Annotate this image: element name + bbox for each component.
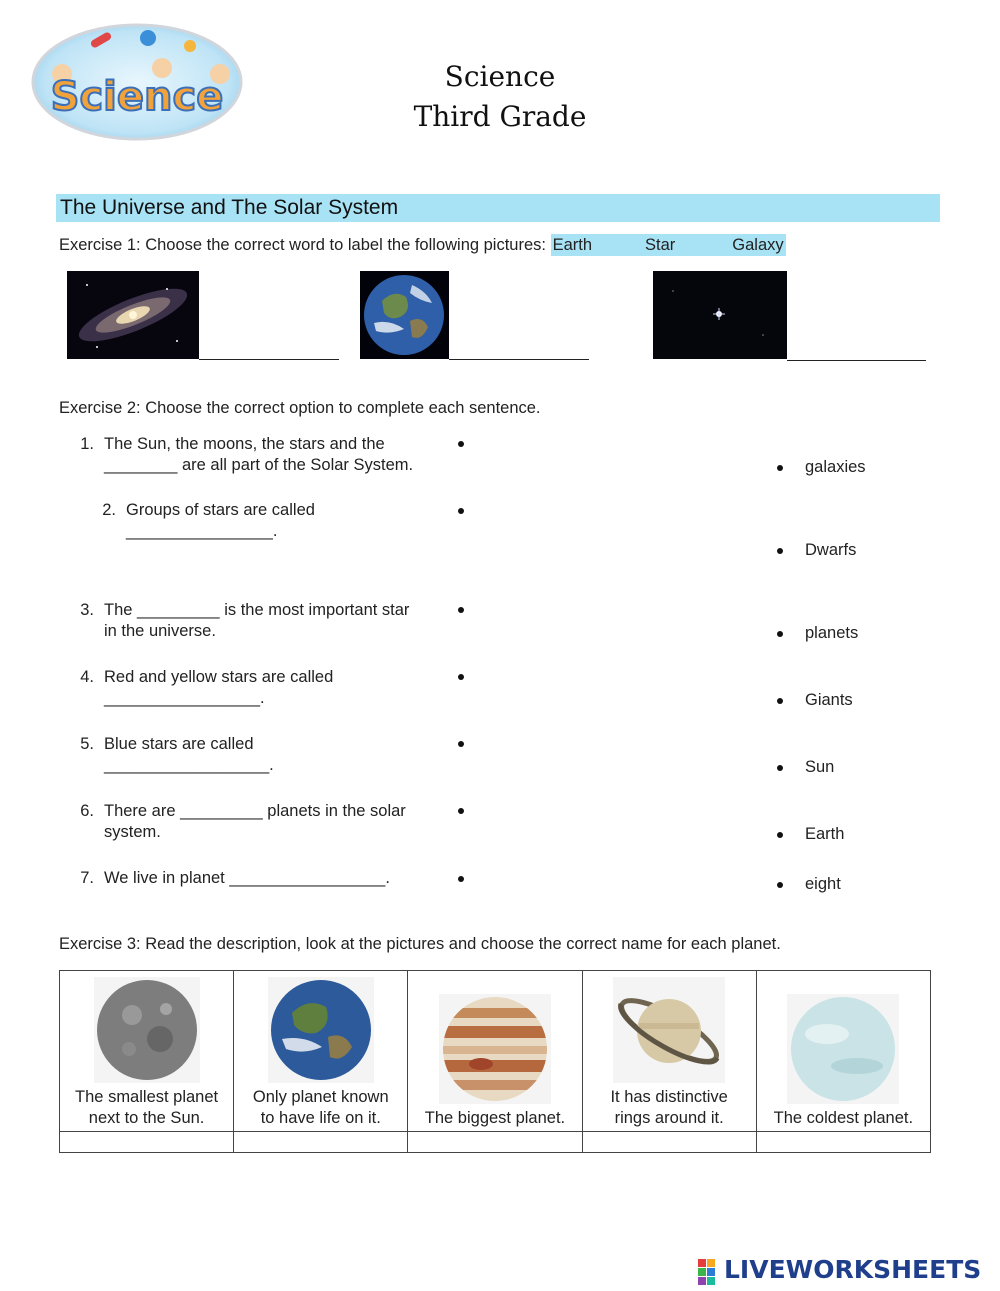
section-banner: The Universe and The Solar System [56,194,940,222]
match-dot-right[interactable] [777,765,783,771]
question-text: The _________ is the most important star [104,601,410,619]
option-item: Sun [805,758,835,776]
question-text: We live in planet _________________. [104,869,390,887]
saturn-image [613,977,725,1083]
match-dot-left[interactable] [458,674,464,680]
match-dot-left[interactable] [458,508,464,514]
earth-image [360,271,449,359]
match-dot-left[interactable] [458,607,464,613]
earth-planet-image [268,977,374,1083]
word-bank-item[interactable]: Earth [552,236,593,254]
word-bank [551,234,786,256]
page-title-science: Science [444,60,556,93]
uranus-image [787,994,899,1104]
answer-cell[interactable] [234,1132,408,1153]
option-item: planets [805,624,859,642]
question-text: There are _________ planets in the solar [104,802,406,820]
galaxy-image [67,271,199,359]
answer-line[interactable] [199,359,339,360]
match-dot-right[interactable] [777,631,783,637]
question-text: __________________. [104,756,274,774]
question-text: system. [104,823,161,841]
match-dot-left[interactable] [458,876,464,882]
question-text: ________ are all part of the Solar System. [104,456,414,474]
match-dot-right[interactable] [777,832,783,838]
question-text: ________________. [126,522,278,540]
match-dot-right[interactable] [777,465,783,471]
option-item: Giants [805,691,853,709]
option-item: galaxies [805,458,866,476]
word-bank-item[interactable]: Star [645,236,676,254]
answer-cell[interactable] [60,1132,234,1153]
match-dot-left[interactable] [458,808,464,814]
question-text: Blue stars are called [104,735,254,753]
option-item: eight [805,875,841,893]
mercury-image [94,977,200,1083]
match-dot-right[interactable] [777,882,783,888]
planets-table [59,970,931,1153]
question-text: Red and yellow stars are called [104,668,334,686]
match-dot-left[interactable] [458,741,464,747]
answer-cell[interactable] [582,1132,756,1153]
planet-cell: The smallest planet next to the Sun. [60,971,234,1132]
match-dot-left[interactable] [458,441,464,447]
question-text: _________________. [104,689,265,707]
planet-cell: The biggest planet. [408,971,582,1132]
option-item: Dwarfs [805,541,857,559]
answer-cell[interactable] [756,1132,930,1153]
exercise2-instruction: Exercise 2: Choose the correct option to complete each sentence. [59,399,541,417]
star-image [653,271,787,359]
question-text: in the universe. [104,622,216,640]
planet-cell: It has distinctive rings around it. [582,971,756,1132]
liveworksheets-icon [698,1259,724,1285]
exercise1-instruction: Exercise 1: Choose the correct word to label the following pictures: Earth Star Galaxy [59,236,784,254]
answer-line[interactable] [787,360,926,361]
answer-line[interactable] [449,359,589,360]
option-item: Earth [805,825,845,843]
svg-text:Science: Science [50,74,224,120]
planet-cell: The coldest planet. [756,971,930,1132]
word-bank-item[interactable]: Galaxy [732,236,784,254]
jupiter-image [439,994,551,1104]
question-text: Groups of stars are called [126,501,315,519]
liveworksheets-logo: LIVEWORKSHEETS [698,1258,990,1286]
match-dot-right[interactable] [777,698,783,704]
match-dot-right[interactable] [777,548,783,554]
page-title-grade: Third Grade [413,100,587,133]
planet-cell: Only planet known to have life on it. [234,971,408,1132]
answer-cell[interactable] [408,1132,582,1153]
question-text: The Sun, the moons, the stars and the [104,435,385,453]
exercise3-instruction: Exercise 3: Read the description, look at the pictures and choose the correct name for each planet. [59,935,781,953]
